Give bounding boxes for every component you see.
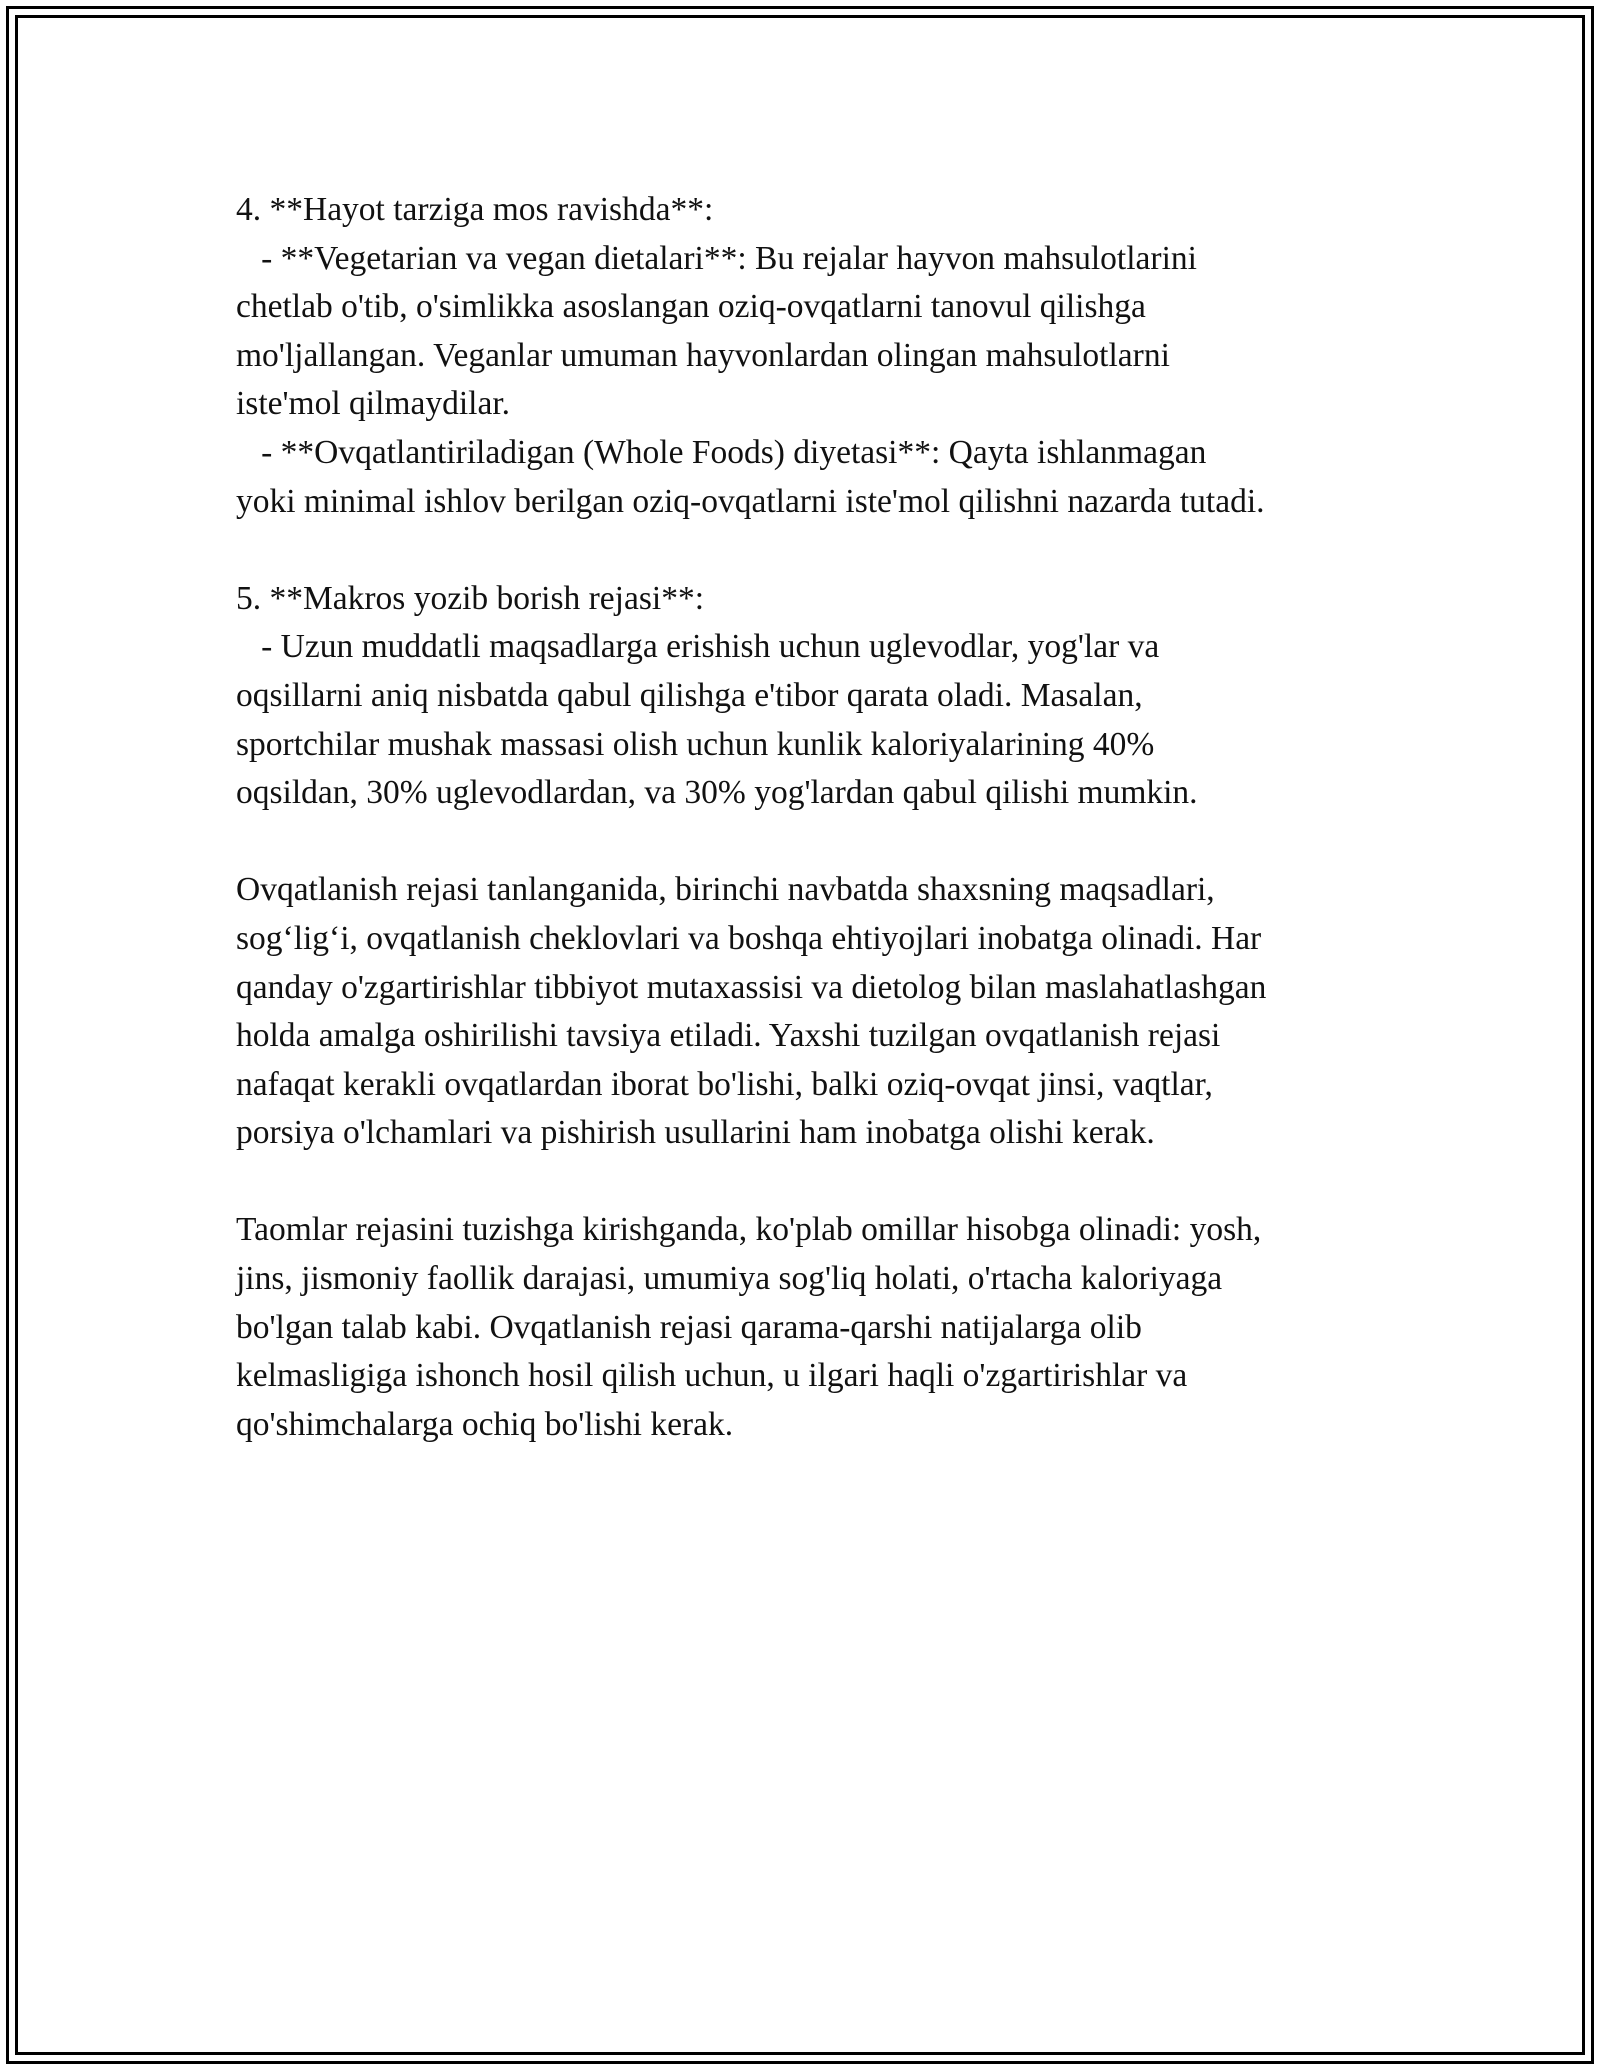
text-line: bo'lgan talab kabi. Ovqatlanish rejasi qarama-qarshi natijalarga olib — [236, 1308, 1142, 1346]
paragraph-meal-plan-selection — [236, 866, 1416, 1158]
text-line: yoki minimal ishlov berilgan oziq-ovqatlarni iste'mol qilishni nazarda tutadi. — [236, 482, 1265, 520]
text-line: Ovqatlanish rejasi tanlanganida, birinchi navbatda shaxsning maqsadlari, — [236, 871, 1215, 909]
text-line: jins, jismoniy faollik darajasi, umumiya sog'liq holati, o'rtacha kaloriyaga — [236, 1260, 1223, 1298]
section-4-item-whole-foods — [236, 429, 1416, 526]
text-line: sog‘lig‘i, ovqatlanish cheklovlari va boshqa ehtiyojlari inobatga olinadi. Har — [236, 919, 1262, 957]
paragraph-gap — [236, 526, 1416, 575]
text-line: mo'ljallangan. Veganlar umuman hayvonlardan olingan mahsulotlarni — [236, 336, 1170, 374]
paragraph-gap — [236, 818, 1416, 867]
text-line: oqsildan, 30% uglevodlardan, va 30% yog'lardan qabul qilishi mumkin. — [236, 774, 1198, 812]
text-line: - **Ovqatlantiriladigan (Whole Foods) diyetasi**: Qayta ishlanmagan — [236, 433, 1207, 471]
text-line: Taomlar rejasini tuzishga kirishganda, ko'plab omillar hisobga olinadi: yosh, — [236, 1211, 1262, 1249]
section-5-heading: 5. **Makros yozib borish rejasi**: — [236, 579, 705, 617]
paragraph-gap — [236, 1158, 1416, 1207]
text-line: nafaqat kerakli ovqatlardan iborat bo'lishi, balki oziq-ovqat jinsi, vaqtlar, — [236, 1065, 1213, 1103]
section-5 — [236, 575, 1416, 818]
text-line: - **Vegetarian va vegan dietalari**: Bu rejalar hayvon mahsulotlarini — [236, 239, 1197, 277]
text-line: kelmasligiga ishonch hosil qilish uchun, u ilgari haqli o'zgartirishlar va — [236, 1357, 1188, 1395]
paragraph-factors — [236, 1206, 1416, 1449]
text-line: sportchilar mushak massasi olish uchun kunlik kaloriyalarining 40% — [236, 725, 1155, 763]
text-line: iste'mol qilmaydilar. — [236, 385, 511, 423]
section-4-item-vegetarian — [236, 235, 1416, 429]
section-4 — [236, 186, 1416, 526]
text-line: oqsillarni aniq nisbatda qabul qilishga e'tibor qarata oladi. Masalan, — [236, 676, 1143, 714]
document-body — [236, 186, 1416, 1449]
text-line: - Uzun muddatli maqsadlarga erishish uchun uglevodlar, yog'lar va — [236, 628, 1160, 666]
text-line: qanday o'zgartirishlar tibbiyot mutaxassisi va dietolog bilan maslahatlashgan — [236, 968, 1267, 1006]
text-line: holda amalga oshirilishi tavsiya etiladi. Yaxshi tuzilgan ovqatlanish rejasi — [236, 1017, 1221, 1055]
text-line: porsiya o'lchamlari va pishirish usullarini ham inobatga olishi kerak. — [236, 1114, 1155, 1152]
section-4-heading: 4. **Hayot tarziga mos ravishda**: — [236, 191, 714, 228]
text-line: chetlab o'tib, o'simlikka asoslangan oziq-ovqatlarni tanovul qilishga — [236, 288, 1146, 326]
text-line: qo'shimchalarga ochiq bo'lishi kerak. — [236, 1405, 734, 1443]
section-5-item-macros — [236, 623, 1416, 817]
